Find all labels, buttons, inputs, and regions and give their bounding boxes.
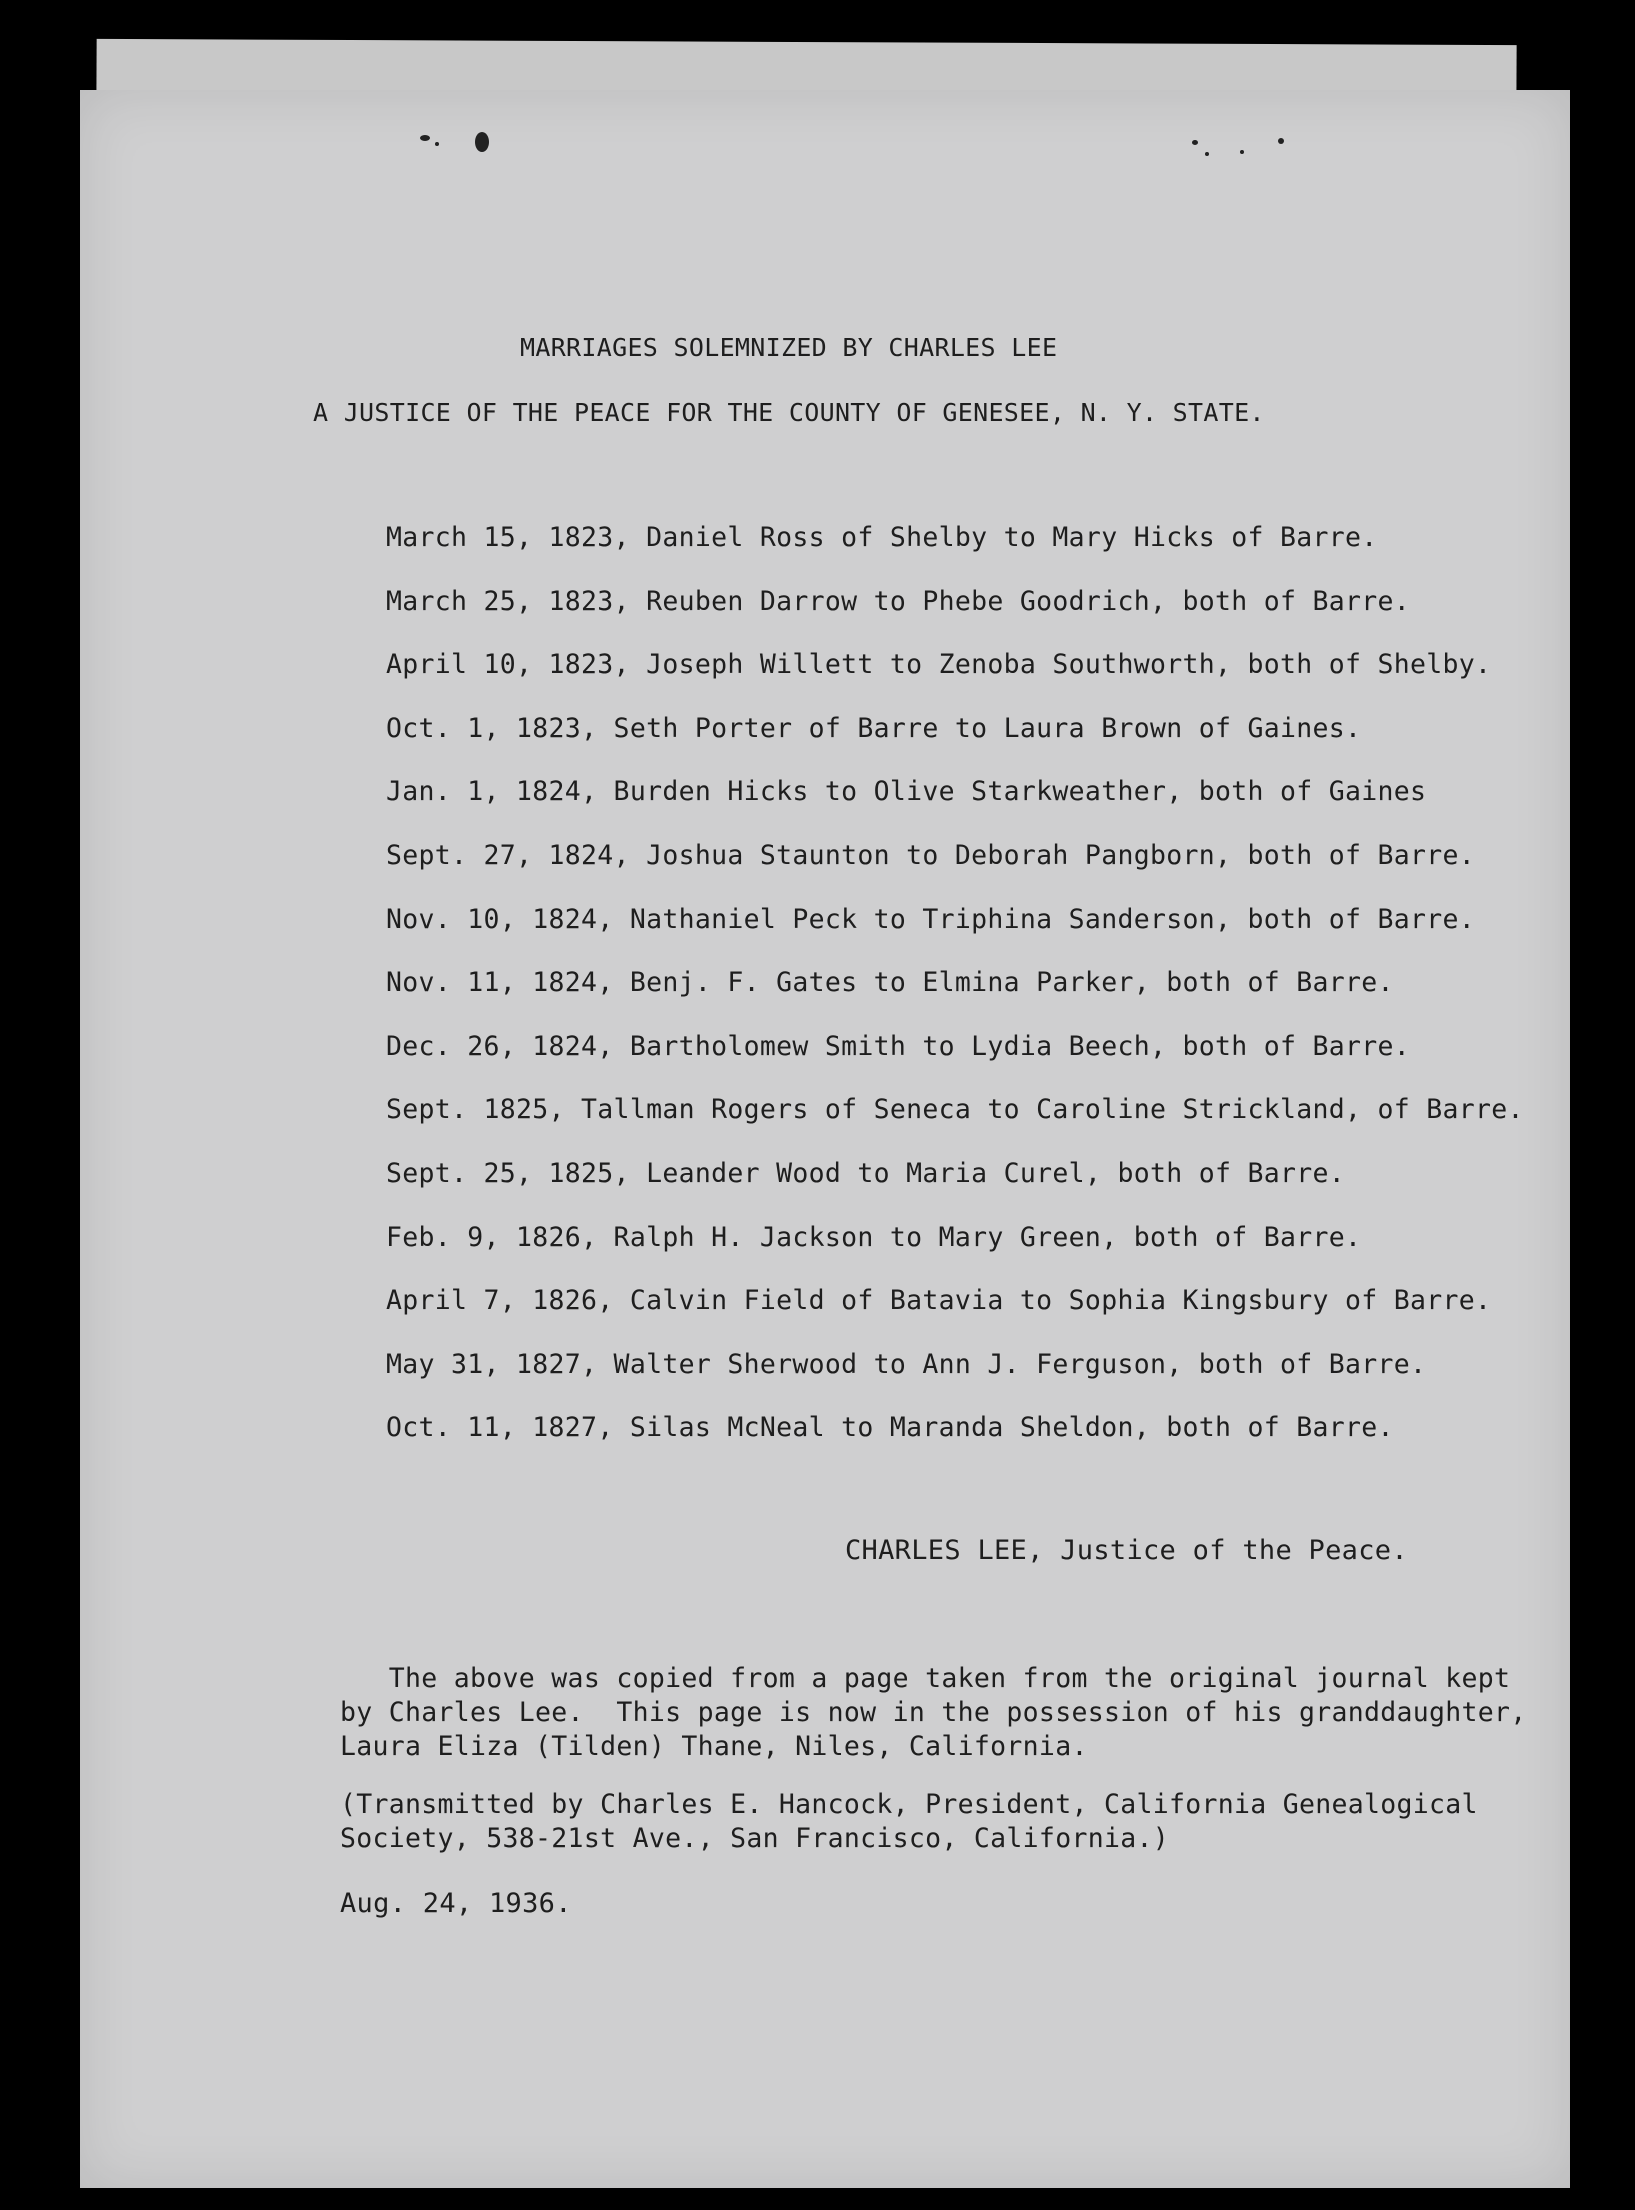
marriage-entry: Sept. 25, 1825, Leander Wood to Maria Curel, both of Barre. [386, 1157, 1346, 1189]
marriage-entry: Nov. 11, 1824, Benj. F. Gates to Elmina Parker, both of Barre. [386, 967, 1394, 999]
marriage-entry: April 10, 1823, Joseph Willett to Zenoba Southworth, both of Shelby. [386, 649, 1492, 681]
document-title: MARRIAGES SOLEMNIZED BY CHARLES LEE [520, 333, 1058, 362]
marriage-entry: Dec. 26, 1824, Bartholomew Smith to Lydia Beech, both of Barre. [386, 1030, 1411, 1062]
document-date: Aug. 24, 1936. [340, 1888, 572, 1919]
marriage-entry: March 25, 1823, Reuben Darrow to Phebe Goodrich, both of Barre. [386, 585, 1411, 617]
marriage-list [386, 522, 1524, 1479]
document-subtitle: A JUSTICE OF THE PEACE FOR THE COUNTY OF GENESEE, N. Y. STATE. [313, 398, 1265, 427]
marriage-entry: April 7, 1826, Calvin Field of Batavia to Sophia Kingsbury of Barre. [386, 1285, 1492, 1317]
marriage-entry: Sept. 27, 1824, Joshua Staunton to Deborah Pangborn, both of Barre. [386, 839, 1476, 871]
marriage-entry: Nov. 10, 1824, Nathaniel Peck to Triphina Sanderson, both of Barre. [386, 903, 1476, 935]
marriage-entry: Feb. 9, 1826, Ralph H. Jackson to Mary Green, both of Barre. [386, 1221, 1362, 1253]
marriage-entry: May 31, 1827, Walter Sherwood to Ann J. Ferguson, both of Barre. [386, 1348, 1427, 1380]
marriage-entry: Oct. 1, 1823, Seth Porter of Barre to Laura Brown of Gaines. [386, 712, 1362, 744]
marriage-entry: Jan. 1, 1824, Burden Hicks to Olive Starkweather, both of Gaines [386, 776, 1427, 808]
provenance-note: The above was copied from a page taken from the original journal kept by Charles Lee. This page is now in the possession of his granddaughter, Laura Eliza (Tilden) Thane, Niles, California. [340, 1663, 1527, 1762]
marriage-entry: Oct. 11, 1827, Silas McNeal to Maranda Sheldon, both of Barre. [386, 1412, 1394, 1444]
transmittal-note: (Transmitted by Charles E. Hancock, President, California Genealogical Society, 538-21st Ave., San Francisco, California.) [340, 1789, 1478, 1854]
marriage-entry: Sept. 1825, Tallman Rogers of Seneca to Caroline Strickland, of Barre. [386, 1094, 1524, 1126]
marriage-entry: March 15, 1823, Daniel Ross of Shelby to Mary Hicks of Barre. [386, 522, 1378, 553]
signature-line: CHARLES LEE, Justice of the Peace. [845, 1535, 1408, 1566]
